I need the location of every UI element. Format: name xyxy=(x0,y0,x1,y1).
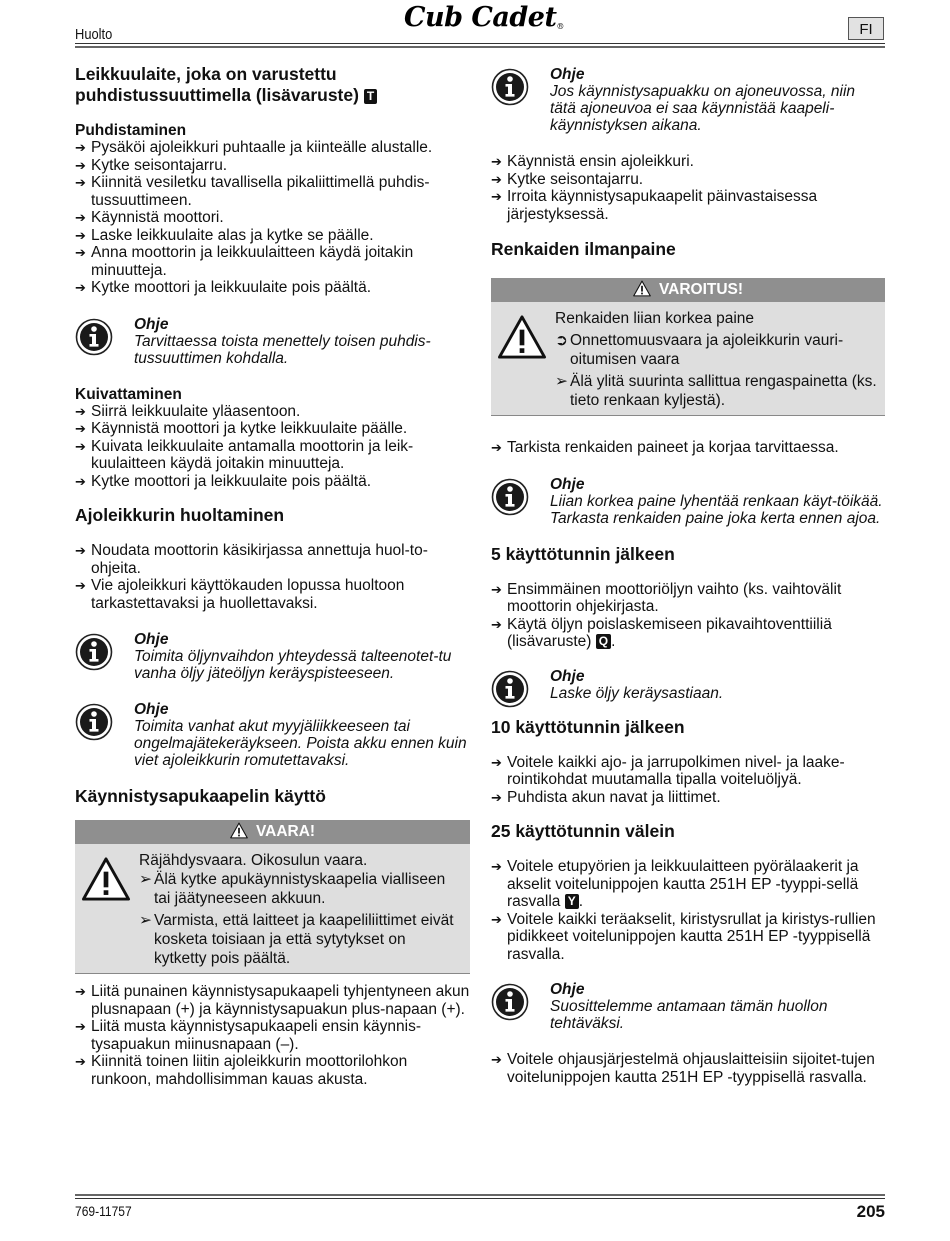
arrow-right-icon: ➔ xyxy=(491,754,502,770)
list-item: ➔ Liitä punainen käynnistysapukaapeli tyhjentyneen akun plusnapaan (+) ja käynnistysapuakun plus-napaan (+). xyxy=(75,983,470,1018)
section-title: Leikkuulaite, joka on varustettu puhdistussuuttimella (lisävaruste) T xyxy=(75,62,470,106)
steering-steps xyxy=(491,1051,885,1086)
section-title: Ajoleikkurin huoltaminen xyxy=(75,505,285,525)
list-item: ➔ Laske leikkuulaite alas ja kytke se päälle. xyxy=(75,226,374,244)
chevron-right-icon: ➢ xyxy=(139,871,152,888)
jumpstart-steps xyxy=(75,983,470,1088)
list-item: ➔ Kuivata leikkuulaite antamalla moottorin ja leik-kuulaitteen käydä joitakin minuutteja. xyxy=(75,437,414,472)
section-title: Käynnistysapukaapelin käyttö xyxy=(75,786,326,806)
list-item: ➔ Pysäköi ajoleikkuri puhtaalle ja kiinteälle alustalle. xyxy=(75,139,433,156)
list-item: ➢ Varmista, että laitteet ja kaapeliliittimet eivät kosketa toisiaan ja että sytytykset on kytketty pois päältä. xyxy=(139,912,454,967)
drying-steps xyxy=(75,403,470,491)
chevron-right-icon: ➢ xyxy=(555,373,568,390)
subsection-title: Kuivattaminen xyxy=(75,385,182,403)
info-icon xyxy=(491,478,529,516)
arrow-right-icon: ➔ xyxy=(491,171,502,187)
note-title: Ohje xyxy=(134,315,169,333)
arrow-right-icon: ➔ xyxy=(491,789,502,805)
note-title: Ohje xyxy=(550,475,585,493)
note-block xyxy=(75,701,470,769)
section-title: 5 käyttötunnin jälkeen xyxy=(491,543,675,564)
footer-divider xyxy=(75,1194,885,1196)
subsection-title: Puhdistaminen xyxy=(75,122,187,139)
list-item: ➔ Noudata moottorin käsikirjassa annettuja huol-to-ohjeita. xyxy=(75,542,428,577)
list-item: ➔ Käynnistä ensin ajoleikkuri. xyxy=(491,153,694,170)
header-divider xyxy=(75,43,885,44)
list-item: ➔ Kiinnitä toinen liitin ajoleikkurin moottorilohkon runkoon, mahdollisimman kauas akusta. xyxy=(75,1053,408,1088)
arrow-right-icon: ➔ xyxy=(75,421,86,436)
section-name: Huolto xyxy=(75,26,113,43)
warning-triangle-icon xyxy=(633,280,651,297)
arrow-right-icon: ➔ xyxy=(75,1019,86,1034)
arrow-right-icon: ➔ xyxy=(75,543,86,558)
arrow-right-icon: ➔ xyxy=(491,616,502,632)
note-text: Jos käynnistysapuakku on ajoneuvossa, niin tätä ajoneuvoa ei saa käynnistää kaapeli-käynnistyksen aikana. xyxy=(550,83,856,134)
cleaning-steps xyxy=(75,139,470,297)
arrow-right-icon: ➔ xyxy=(491,1052,502,1067)
note-block xyxy=(491,668,885,702)
note-text: Tarvittaessa toista menettely toisen puhdis-tussuuttimen kohdalla. xyxy=(134,332,431,367)
list-item: ➔ Kytke seisontajarru. xyxy=(75,156,228,174)
note-title: Ohje xyxy=(550,981,585,998)
list-item: ➔ Kytke seisontajarru. xyxy=(491,170,644,188)
list-item: ➔ Kytke moottori ja leikkuulaite pois päältä. xyxy=(75,279,372,296)
five-hour-steps xyxy=(491,581,885,651)
list-item: ➔ Voitele kaikki ajo- ja jarrupolkimen nivel- ja laake-rointikohdat muutamalla tipalla voiteluöljyä. xyxy=(491,753,845,788)
arrow-right-icon: ➔ xyxy=(491,859,502,874)
tire-steps xyxy=(491,439,885,457)
document-number: 769-11757 xyxy=(75,1203,132,1219)
list-item: ➔ Puhdista akun navat ja liittimet. xyxy=(491,788,721,806)
list-item: ➔ Kytke moottori ja leikkuulaite pois päältä. xyxy=(75,472,372,490)
ten-hour-steps xyxy=(491,754,885,807)
twentyfive-hour-steps xyxy=(491,858,885,963)
list-item: ➔ Anna moottorin ja leikkuulaitteen käydä joitakin minuutteja. xyxy=(75,244,414,279)
accessory-badge: Y xyxy=(565,894,579,909)
arrow-right-icon: ➔ xyxy=(75,473,86,489)
info-icon xyxy=(75,633,113,671)
arrow-right-icon: ➔ xyxy=(75,438,86,454)
warning-triangle-icon xyxy=(497,314,547,360)
list-item: ➔ Käynnistä moottori ja kytke leikkuulaite päälle. xyxy=(75,420,408,437)
note-title: Ohje xyxy=(550,66,585,83)
danger-header: VAARA! xyxy=(75,820,470,844)
arrow-right-icon: ➔ xyxy=(75,1054,86,1069)
note-text: Toimita öljynvaihdon yhteydessä talteenotet-tu vanha öljy jäteöljyn keräyspisteeseen. xyxy=(134,648,452,682)
note-block xyxy=(491,476,885,527)
info-icon xyxy=(75,703,113,741)
arrow-right-icon: ➔ xyxy=(75,403,86,419)
consequence-arrow-icon: ➲ xyxy=(555,332,568,349)
arrow-right-icon: ➔ xyxy=(75,157,86,173)
note-block xyxy=(75,631,470,682)
note-block xyxy=(75,316,470,367)
list-item: ➢ Älä kytke apukäynnistyskaapelia vialliseen tai jäätyneeseen akkuun. xyxy=(139,871,446,907)
section-title: 10 käyttötunnin jälkeen xyxy=(491,716,685,737)
left-column xyxy=(75,62,470,1088)
arrow-right-icon: ➔ xyxy=(75,140,86,155)
arrow-right-icon: ➔ xyxy=(491,581,502,597)
jumpstart-finish-steps xyxy=(491,153,885,223)
footer-divider xyxy=(75,1198,885,1199)
arrow-right-icon: ➔ xyxy=(75,227,86,243)
page-number: 205 xyxy=(856,1202,885,1221)
list-item: ➔ Tarkista renkaiden paineet ja korjaa tarvittaessa. xyxy=(491,439,839,456)
danger-box xyxy=(75,820,470,974)
arrow-right-icon: ➔ xyxy=(75,175,86,190)
list-item: ➔ Liitä musta käynnistysapukaapeli ensin käynnis-tysapuakun miinusnapaan (–). xyxy=(75,1018,421,1053)
info-icon xyxy=(491,983,529,1021)
right-column xyxy=(491,66,885,1086)
note-text: Suosittelemme antamaan tämän huollon tehtäväksi. xyxy=(550,998,828,1032)
note-title: Ohje xyxy=(550,667,585,685)
section-title: Renkaiden ilmanpaine xyxy=(491,239,676,259)
arrow-right-icon: ➔ xyxy=(75,210,86,225)
list-item: ➲ Onnettomuusvaara ja ajoleikkurin vauri-oitumisen vaara xyxy=(555,332,844,368)
arrow-right-icon: ➔ xyxy=(75,984,86,999)
note-title: Ohje xyxy=(134,631,169,648)
list-item: ➔ Irroita käynnistysapukaapelit päinvastaisessa järjestyksessä. xyxy=(491,188,818,223)
chevron-right-icon: ➢ xyxy=(139,912,152,929)
warning-intro: Renkaiden liian korkea paine xyxy=(555,310,755,327)
list-item: ➔ Voitele etupyörien ja leikkuulaitteen pyörälaakerit ja akselit voitelunippojen kautta 251H EP -tyyppi-sellä rasvalla Y . xyxy=(491,858,859,910)
arrow-right-icon: ➔ xyxy=(75,245,86,260)
list-item: ➔ Vie ajoleikkuri käyttökauden lopussa huoltoon tarkastettavaksi ja huollettavaksi. xyxy=(75,577,405,612)
warning-header: VAROITUS! xyxy=(491,278,885,302)
accessory-badge: T xyxy=(364,89,377,104)
list-item: ➢ Älä ylitä suurinta sallittua rengaspainetta (ks. tieto renkaan kyljestä). xyxy=(555,373,877,409)
warning-triangle-icon xyxy=(81,856,131,902)
warning-box xyxy=(491,278,885,416)
note-text: Laske öljy keräysastiaan. xyxy=(550,684,724,702)
list-item: ➔ Voitele kaikki teräakselit, kiristysrullat ja kiristys-rullien pidikkeet voitelunippojen kautta 251H EP -tyyppisellä rasvalla. xyxy=(491,910,876,963)
arrow-right-icon: ➔ xyxy=(491,189,502,204)
list-item: ➔ Kiinnitä vesiletku tavallisella pikaliittimellä puhdis-tussuuttimeen. xyxy=(75,174,430,209)
list-item: ➔ Ensimmäinen moottoriöljyn vaihto (ks. vaihtovälit moottorin ohjekirjasta. xyxy=(491,580,842,615)
list-item: ➔ Käytä öljyn poislaskemiseen pikavaihtoventtiiliä (lisävaruste) Q . xyxy=(491,615,832,650)
note-text: Liian korkea paine lyhentää renkaan käyt-töikää. Tarkasta renkaiden paine joka kerta ennen ajoa. xyxy=(550,492,883,527)
section-title: 25 käyttötunnin välein xyxy=(491,821,675,841)
danger-intro: Räjähdysvaara. Oikosulun vaara. xyxy=(139,852,368,869)
info-icon xyxy=(75,318,113,356)
info-icon xyxy=(491,670,529,708)
header-divider xyxy=(75,46,885,48)
info-icon xyxy=(491,68,529,106)
list-item: ➔ Käynnistä moottori. xyxy=(75,209,224,226)
note-block xyxy=(491,66,885,134)
arrow-right-icon: ➔ xyxy=(491,440,502,455)
accessory-badge: Q xyxy=(596,634,611,649)
maintenance-steps xyxy=(75,542,470,612)
arrow-right-icon: ➔ xyxy=(491,154,502,169)
arrow-right-icon: ➔ xyxy=(75,280,86,295)
note-block xyxy=(491,981,885,1032)
note-title: Ohje xyxy=(134,701,169,718)
arrow-right-icon: ➔ xyxy=(75,578,86,593)
note-text: Toimita vanhat akut myyjäliikkeeseen tai ongelmajätekeräykseen. Poista akku ennen kuin viet ajoleikkurin romutettavaksi. xyxy=(134,718,467,769)
arrow-right-icon: ➔ xyxy=(491,911,502,927)
list-item: ➔ Siirrä leikkuulaite yläasentoon. xyxy=(75,402,301,420)
language-badge: FI xyxy=(848,17,884,40)
brand-logo: Cub Cadet® xyxy=(404,2,564,33)
list-item: ➔ Voitele ohjausjärjestelmä ohjauslaitteisiin sijoitet-tujen voitelunippojen kautta 251H EP -tyyppisellä rasvalla. xyxy=(491,1051,875,1086)
warning-triangle-icon xyxy=(230,822,248,839)
